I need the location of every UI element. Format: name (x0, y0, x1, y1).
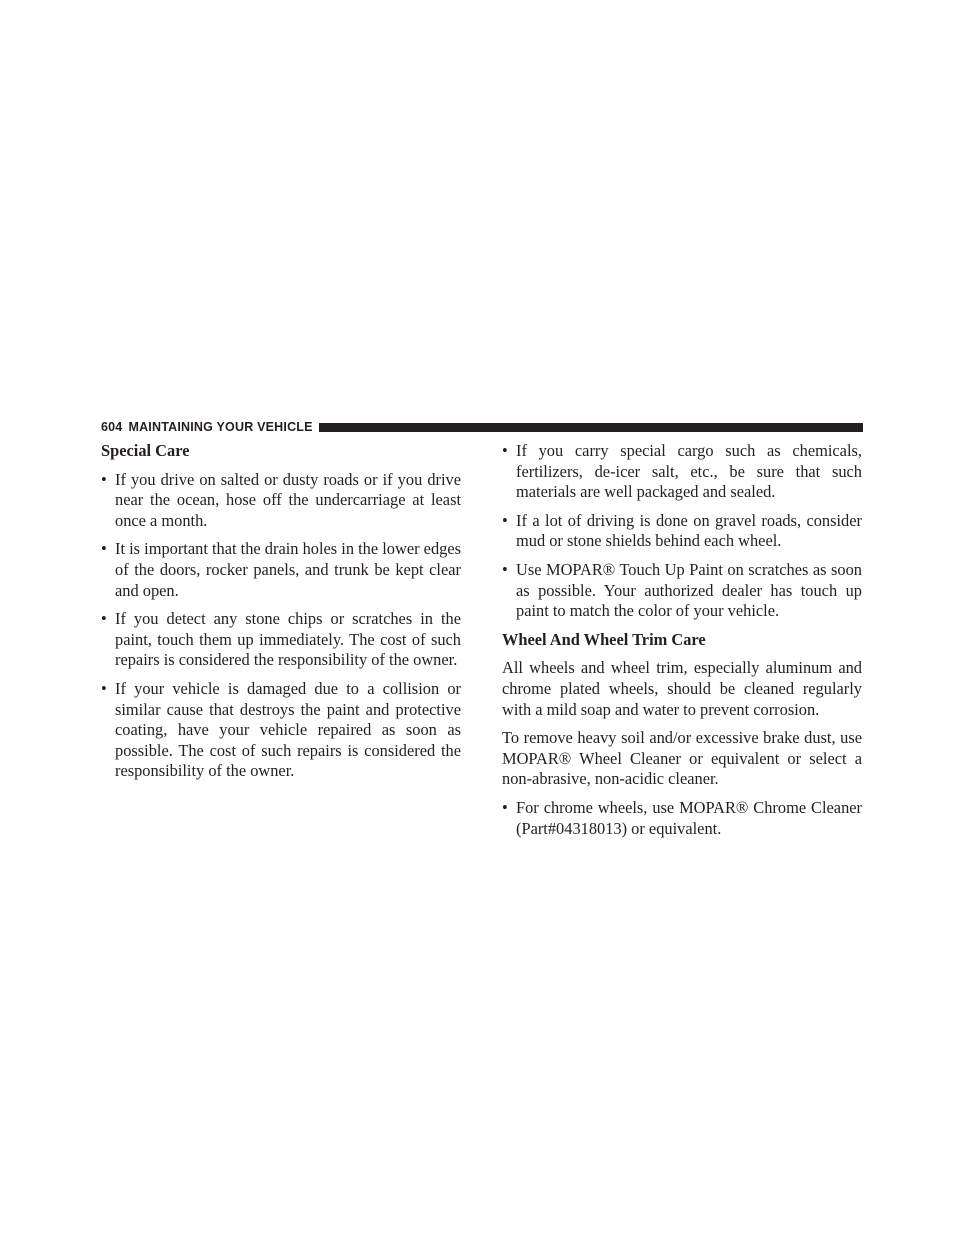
list-item-text: If your vehicle is damaged due to a collision or similar cause that destroys the paint and protective coating, have your vehicle repaired as soon as possible. The cost of such repairs is considered the responsibility of the owner. (115, 678, 461, 781)
bullet-icon: • (502, 559, 508, 579)
bullet-icon: • (101, 539, 107, 559)
bullet-icon: • (502, 441, 508, 460)
list-item (502, 441, 862, 503)
wheel-care-paragraph: To remove heavy soil and/or excessive brake dust, use MOPAR® Wheel Cleaner or equivalent or select a non-abrasive, non-acidic cleaner. (502, 728, 862, 789)
list-item (101, 609, 461, 671)
list-item (502, 511, 862, 552)
wheel-care-list (502, 798, 862, 839)
special-care-list (101, 470, 461, 782)
wheel-care-paragraph: All wheels and wheel trim, especially aluminum and chrome plated wheels, should be cleaned regularly with a mild soap and water to prevent corrosion. (502, 658, 862, 719)
special-care-list-continued (502, 441, 862, 622)
page-number: 604 (101, 420, 123, 434)
page-header (101, 419, 863, 435)
bullet-icon: • (502, 510, 508, 530)
header-rule (319, 423, 863, 432)
list-item-text: If a lot of driving is done on gravel roads, consider mud or stone shields behind each wheel. (516, 510, 862, 551)
list-item (101, 470, 461, 532)
list-item-text: If you drive on salted or dusty roads or if you drive near the ocean, hose off the undercarriage at least once a month. (115, 469, 461, 530)
bullet-icon: • (101, 678, 107, 698)
section-title: MAINTAINING YOUR VEHICLE (128, 420, 313, 434)
list-item-text: If you carry special cargo such as chemicals, fertilizers, de-icer salt, etc., be sure that such materials are well packaged and sealed. (516, 441, 862, 502)
list-item-text: Use MOPAR® Touch Up Paint on scratches as soon as possible. Your authorized dealer has touch up paint to match the color of your vehicle. (516, 559, 862, 621)
bullet-icon: • (101, 469, 107, 489)
list-item (502, 798, 862, 839)
list-item-text: It is important that the drain holes in the lower edges of the doors, rocker panels, and trunk be kept clear and open. (115, 539, 461, 600)
list-item-text: For chrome wheels, use MOPAR® Chrome Cleaner (Part#04318013) or equivalent. (516, 797, 862, 838)
wheel-care-heading: Wheel And Wheel Trim Care (502, 629, 706, 649)
bullet-icon: • (502, 797, 508, 817)
left-column (101, 441, 461, 790)
special-care-heading: Special Care (101, 441, 190, 460)
right-column (502, 441, 862, 847)
bullet-icon: • (101, 609, 107, 629)
list-item (101, 679, 461, 782)
list-item (101, 539, 461, 601)
list-item-text: If you detect any stone chips or scratches in the paint, touch them up immediately. The cost of such repairs is considered the responsibility of the owner. (115, 609, 461, 670)
list-item (502, 560, 862, 622)
